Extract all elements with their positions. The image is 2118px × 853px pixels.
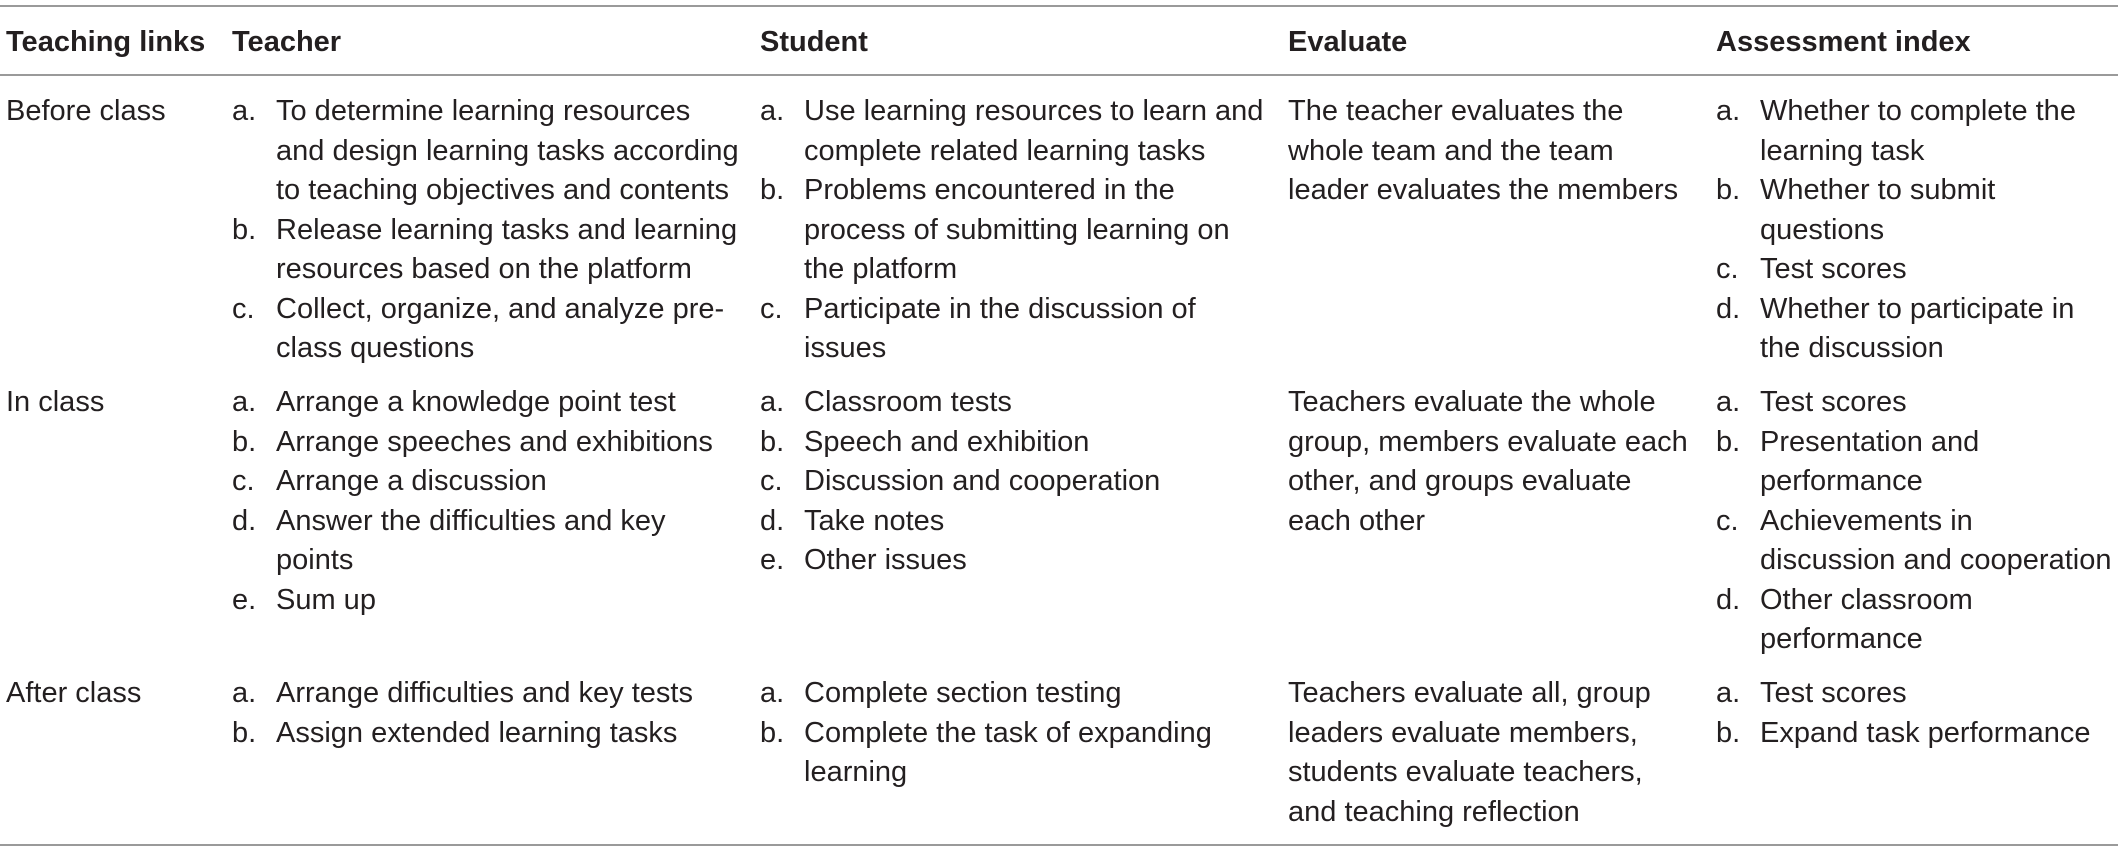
item-marker: a. [232, 677, 257, 709]
item-marker: d. [1716, 292, 1741, 325]
item-marker: a. [232, 386, 257, 418]
item-text: Other issues [804, 544, 967, 576]
list-item [760, 674, 1270, 714]
item-text: Test scores [1760, 677, 1907, 709]
list-item [1716, 250, 2116, 290]
item-text: Test scores [1760, 253, 1907, 285]
assessment-cell [1716, 92, 2116, 369]
evaluate-cell: Teachers evaluate all, group leaders evaluate members, students evaluate teachers, and teaching reflection [1288, 677, 1651, 828]
item-marker: d. [760, 504, 785, 537]
list-item [232, 462, 742, 502]
item-text: Other classroom performance [1760, 583, 1973, 655]
list-item [760, 714, 1270, 793]
teacher-cell [232, 383, 742, 620]
item-marker: a. [1716, 386, 1741, 418]
list-item [232, 502, 742, 581]
list-item [1716, 383, 2116, 423]
item-text: Take notes [804, 504, 945, 537]
item-text: Whether to complete the learning task [1760, 95, 2076, 167]
item-text: Presentation and performance [1760, 425, 1980, 497]
item-marker: e. [232, 583, 257, 616]
item-text: Whether to submit questions [1760, 174, 1996, 246]
item-text: Release learning tasks and learning resources based on the platform [276, 213, 738, 285]
item-marker: b. [760, 425, 785, 458]
table-top-rule [0, 5, 2118, 7]
item-text: Complete section testing [804, 677, 1122, 709]
list-item [760, 502, 1270, 542]
item-marker: a. [1716, 95, 1741, 127]
item-text: Use learning resources to learn and complete related learning tasks [804, 95, 1264, 167]
list-item [760, 423, 1270, 463]
item-text: Problems encountered in the process of submitting learning on the platform [804, 174, 1230, 285]
item-marker: a. [760, 386, 785, 418]
row-link-label: After class [6, 677, 142, 709]
item-text: Classroom tests [804, 386, 1012, 418]
item-text: Whether to participate in the discussion [1760, 292, 2075, 364]
row-link-label: In class [6, 386, 105, 418]
item-marker: a. [760, 677, 785, 709]
item-text: Expand task performance [1760, 716, 2091, 749]
student-cell [760, 674, 1270, 793]
assessment-cell [1716, 383, 2116, 660]
header-rule [0, 74, 2118, 76]
item-marker: a. [232, 95, 257, 127]
list-item [232, 674, 742, 714]
list-item [232, 92, 742, 211]
header-evaluate: Evaluate [1288, 26, 1408, 58]
list-item [1716, 171, 2116, 250]
list-item [760, 462, 1270, 502]
header-assessment-index: Assessment index [1716, 26, 1971, 58]
item-text: Achievements in discussion and cooperation [1760, 504, 2112, 576]
item-marker: c. [760, 465, 783, 497]
assessment-cell [1716, 674, 2116, 753]
item-text: Arrange a knowledge point test [276, 386, 676, 418]
item-marker: b. [1716, 716, 1741, 749]
item-marker: b. [760, 716, 785, 749]
list-item [1716, 92, 2116, 171]
list-item [1716, 674, 2116, 714]
list-item [1716, 290, 2116, 369]
teacher-cell [232, 674, 742, 753]
list-item [760, 171, 1270, 290]
row-link-label: Before class [6, 95, 166, 127]
item-text: Answer the difficulties and key points [276, 504, 666, 576]
item-marker: c. [1716, 253, 1739, 285]
teacher-cell [232, 92, 742, 369]
item-marker: a. [760, 95, 785, 127]
item-text: Arrange difficulties and key tests [276, 677, 693, 709]
list-item [1716, 581, 2116, 660]
item-marker: b. [232, 213, 257, 246]
item-marker: c. [232, 292, 255, 325]
item-marker: e. [760, 544, 785, 576]
list-item [232, 211, 742, 290]
list-item [232, 581, 742, 621]
item-marker: d. [1716, 583, 1741, 616]
item-marker: a. [1716, 677, 1741, 709]
item-text: Complete the task of expanding learning [804, 716, 1212, 788]
list-item [1716, 423, 2116, 502]
item-marker: b. [760, 174, 785, 206]
header-teaching-links: Teaching links [6, 26, 206, 58]
item-marker: b. [232, 425, 257, 458]
list-item [1716, 502, 2116, 581]
student-cell [760, 92, 1270, 369]
item-marker: c. [760, 292, 783, 325]
item-marker: c. [232, 465, 255, 497]
item-marker: b. [232, 716, 257, 749]
item-text: Discussion and cooperation [804, 465, 1161, 497]
item-text: Assign extended learning tasks [276, 716, 678, 749]
item-marker: b. [1716, 174, 1741, 206]
item-text: Test scores [1760, 386, 1907, 418]
list-item [760, 541, 1270, 581]
item-marker: b. [1716, 425, 1741, 458]
list-item [760, 290, 1270, 369]
item-text: To determine learning resources and design learning tasks according to teaching objectives and contents [276, 95, 739, 206]
item-marker: d. [232, 504, 257, 537]
list-item [1716, 714, 2116, 754]
item-text: Sum up [276, 583, 376, 616]
item-marker: c. [1716, 504, 1739, 537]
list-item [232, 423, 742, 463]
list-item [232, 383, 742, 423]
list-item [232, 290, 742, 369]
item-text: Arrange a discussion [276, 465, 547, 497]
evaluate-cell: Teachers evaluate the whole group, members evaluate each other, and groups evaluate each other [1288, 386, 1688, 537]
header-teacher: Teacher [232, 26, 342, 58]
header-student: Student [760, 26, 868, 58]
list-item [760, 383, 1270, 423]
evaluate-cell: The teacher evaluates the whole team and the team leader evaluates the members [1288, 95, 1679, 206]
item-text: Collect, organize, and analyze pre-class questions [276, 292, 725, 364]
item-text: Arrange speeches and exhibitions [276, 425, 713, 458]
list-item [232, 714, 742, 754]
table-bottom-rule [0, 844, 2118, 846]
list-item [760, 92, 1270, 171]
student-cell [760, 383, 1270, 581]
item-text: Speech and exhibition [804, 425, 1090, 458]
item-text: Participate in the discussion of issues [804, 292, 1196, 364]
